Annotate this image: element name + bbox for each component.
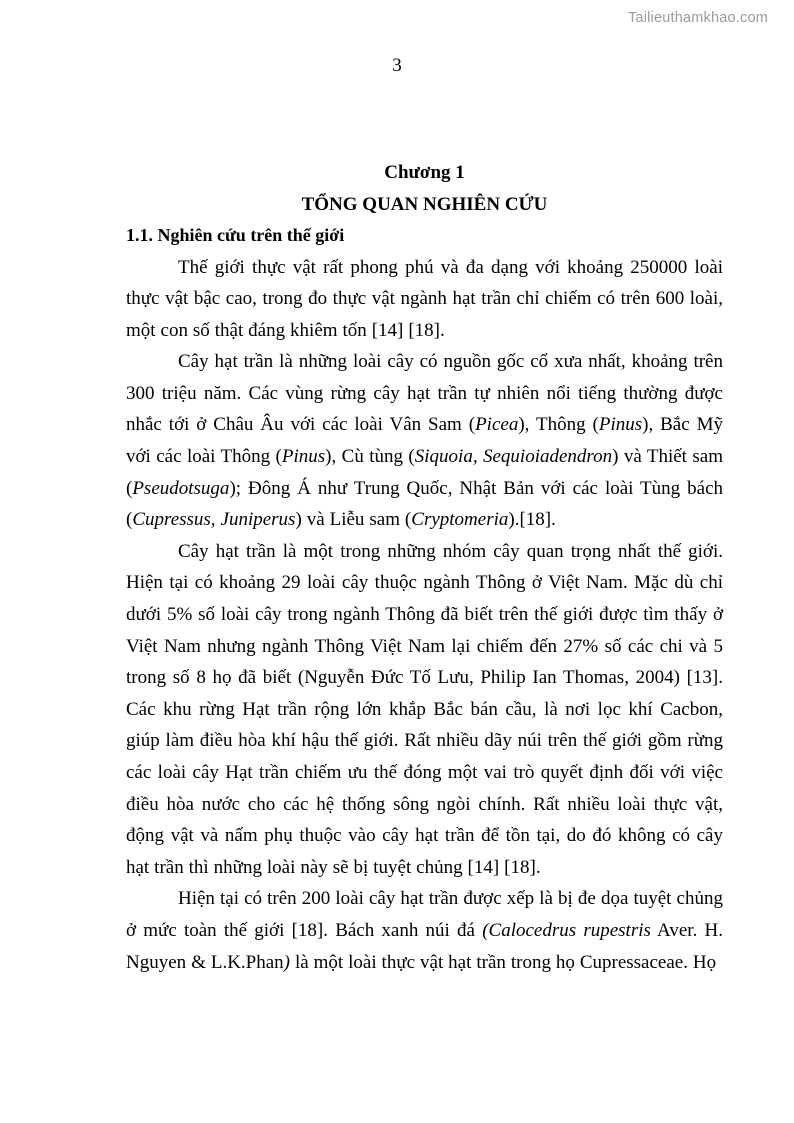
paragraph-3: Cây hạt trần là một trong những nhóm cây quan trọng nhất thế giới. Hiện tại có khoảng 29 loài cây thuộc ngành Thông ở Việt Nam. Mặc dù chỉ dưới 5% số loài cây trong ngành Thông đã biết trên thế giới được tìm thấy ở Việt Nam nhưng ngành Thông Việt Nam lại chiếm đến 27% số các chi và 5 trong số 8 họ đã biết (Nguyễn Đức Tố Lưu, Philip Ian Thomas, 2004) [13]. Các khu rừng Hạt trần rộng lớn khắp Bắc bán cầu, là nơi lọc khí Cacbon, giúp làm điều hòa khí hậu thế giới. Rất nhiều dãy núi trên thế giới gồm rừng các loài cây Hạt trần chiếm ưu thế đóng một vai trò quyết định đối với việc điều hòa nước cho các hệ thống sông ngòi chính. Rất nhiều loài thực vật, động vật và nấm phụ thuộc vào cây hạt trần để tồn tại, do đó không có cây hạt trần thì những loài này sẽ bị tuyệt chủng [14] [18]. [126, 540, 723, 878]
text-run: Cây hạt trần là những loài cây có nguồn gốc cổ xưa nhất, khoảng trên 300 triệu năm. Các vùng rừng cây hạt trần tự nhiên nổi tiếng thường được nhắc tới ở Châu Âu với các loài Vân Sam ( [126, 351, 723, 436]
text-run: là một loài thực vật hạt trần trong họ Cupressaceae. Họ [290, 951, 717, 973]
text-run: ); Đông Á như Trung Quốc, Nhật Bản với các loài Tùng bách ( [126, 477, 723, 531]
text-run: ), Cù tùng ( [325, 446, 415, 468]
text-run: Hiện tại có trên 200 loài cây hạt trần được xếp là bị đe dọa tuyệt chủng ở mức toàn thế giới [18]. Bách xanh núi đá [126, 888, 723, 941]
page-number: 3 [392, 55, 402, 76]
genus-name: Pinus [598, 414, 643, 436]
genus-name: Picea [475, 414, 519, 436]
text-run: ), Thông ( [518, 414, 599, 436]
genus-name: Cupressus, Juniperus [132, 509, 296, 531]
text-run: ) và Liễu sam ( [295, 509, 412, 531]
text-run: ).[18]. [508, 509, 556, 531]
genus-name: Siquoia, Sequioiadendron [414, 446, 613, 468]
genus-name: Cryptomeria [411, 509, 509, 531]
genus-name: Pinus [281, 446, 326, 468]
watermark-text: Tailieuthamkhao.com [627, 10, 768, 26]
section-heading-1-1: 1.1. Nghiên cứu trên thế giới [126, 225, 345, 245]
paragraph-2 [126, 346, 723, 536]
genus-name: Pseudotsuga [132, 477, 230, 499]
text-run: ), Bắc Mỹ với các loài Thông ( [126, 414, 723, 468]
chapter-label: Chương 1 [384, 162, 465, 183]
text-run: ) [283, 951, 290, 973]
text-run: ) và Thiết sam ( [126, 446, 723, 499]
chapter-title: TỔNG QUAN NGHIÊN CỨU [301, 193, 548, 215]
paragraph-1: Thế giới thực vật rất phong phú và đa dạng với khoảng 250000 loài thực vật bậc cao, trong đo thực vật ngành hạt trần chỉ chiếm có trên 600 loài, một con số thật đáng khiêm tốn [14] [18]. [126, 256, 723, 341]
species-name: (Calocedrus rupestris [482, 919, 651, 941]
text-run: Aver. H. Nguyen & L.K.Phan [126, 919, 723, 973]
paragraph-4 [126, 883, 723, 978]
page-content [126, 157, 723, 978]
